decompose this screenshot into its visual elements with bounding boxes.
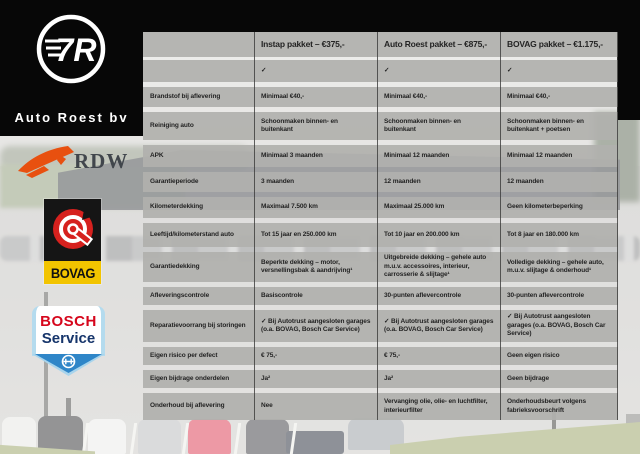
bovag-label: BOVAG — [50, 264, 95, 281]
row-value: 30-punten aflevercontrole — [500, 287, 618, 305]
grass-strip-left — [0, 441, 95, 454]
auto-roest-monogram-icon — [34, 12, 108, 86]
parking-line — [290, 423, 297, 454]
row-value: Schoonmaken binnen- en buitenkant — [254, 112, 377, 140]
row-value: Minimaal €40,- — [377, 87, 500, 107]
row-value: Minimaal 12 maanden — [377, 145, 500, 167]
row-value: ✓ — [254, 60, 377, 82]
row-value: Ja² — [254, 370, 377, 388]
grass-mound — [390, 422, 640, 454]
bosch-service-logo — [32, 306, 105, 384]
row-value: Schoonmaken binnen- en buitenkant + poetsen — [500, 112, 618, 140]
car-black-suv — [38, 416, 83, 451]
row-value: Minimaal €40,- — [500, 87, 618, 107]
row-value: Minimaal €40,- — [254, 87, 377, 107]
bovag-band — [44, 261, 101, 284]
column-header: Instap pakket – €375,- — [254, 32, 377, 57]
rdw-logo — [14, 143, 134, 185]
table-row — [143, 197, 618, 218]
table-row — [143, 172, 618, 192]
row-value: Geen bijdrage — [500, 370, 618, 388]
row-value: Tot 8 jaar en 180.000 km — [500, 223, 618, 247]
bosch-box — [32, 306, 105, 356]
header-empty-cell — [143, 32, 254, 57]
row-value: Minimaal 3 maanden — [254, 145, 377, 167]
row-value: Minimaal 12 maanden — [500, 145, 618, 167]
row-label: Reparatievoorrang bij storingen — [143, 310, 254, 342]
table-row — [143, 145, 618, 167]
row-value: ✓ Bij Autotrust aangesloten garages (o.a. BOVAG, Bosch Car Service) — [254, 310, 377, 342]
row-value: Tot 15 jaar en 250.000 km — [254, 223, 377, 247]
row-value: Nee — [254, 393, 377, 420]
row-label: Eigen bijdrage onderdelen — [143, 370, 254, 388]
row-value: € 75,- — [377, 347, 500, 365]
row-value: Maximaal 25.000 km — [377, 197, 500, 218]
svg-text:7R: 7R — [55, 32, 97, 68]
row-value: ✓ Bij Autotrust aangesloten garages (o.a. BOVAG, Bosch Car Service) — [500, 310, 618, 342]
row-label: Eigen risico per defect — [143, 347, 254, 365]
table-gridline — [617, 32, 618, 420]
pole-left — [66, 398, 71, 454]
table-row — [143, 347, 618, 365]
car-red — [188, 419, 231, 454]
row-value: Volledige dekking – gehele auto, m.u.v. slijtage & onderhoud¹ — [500, 252, 618, 282]
row-value: ✓ — [500, 60, 618, 82]
car-dark-gray — [246, 419, 289, 454]
van-gray — [348, 418, 404, 450]
parking-line — [82, 423, 89, 454]
right-black-band — [617, 0, 640, 120]
car-white-far-left — [2, 417, 36, 452]
company-name: Auto Roest bv — [14, 110, 129, 125]
table-row — [143, 87, 618, 107]
row-label — [143, 60, 254, 82]
table-row — [143, 60, 618, 82]
table-row — [143, 112, 618, 140]
table-row — [143, 310, 618, 342]
table-header-row — [143, 32, 618, 57]
table-row — [143, 370, 618, 388]
column-header: BOVAG pakket – €1.175,- — [500, 32, 618, 57]
row-label: Onderhoud bij aflevering — [143, 393, 254, 420]
row-value: Beperkte dekking – motor, versnellingsbak & aandrijving¹ — [254, 252, 377, 282]
auto-roest-logo — [0, 0, 143, 136]
table-row — [143, 252, 618, 282]
row-value: Tot 10 jaar en 200.000 km — [377, 223, 500, 247]
row-value: 12 maanden — [500, 172, 618, 192]
bosch-service-label: Service — [41, 330, 96, 347]
row-value: Uitgebreide dekking – gehele auto m.u.v. accessoires, interieur, carrosserie & slijtage¹ — [377, 252, 500, 282]
row-label: Leeftijd/kilometerstand auto — [143, 223, 254, 247]
row-value: ✓ Bij Autotrust aangesloten garages (o.a. BOVAG, Bosch Car Service) — [377, 310, 500, 342]
rdw-label: RDW — [74, 149, 129, 173]
bovag-emblem — [44, 199, 101, 261]
row-value: Basiscontrole — [254, 287, 377, 305]
row-value: Ja² — [377, 370, 500, 388]
parking-line — [182, 423, 189, 454]
bosch-chevron-icon — [32, 354, 105, 380]
wall-right — [626, 414, 640, 454]
row-value: ✓ — [377, 60, 500, 82]
rdw-wing-icon — [14, 143, 76, 183]
row-label: APK — [143, 145, 254, 167]
row-value: Vervanging olie, olie- en luchtfilter, interieurfilter — [377, 393, 500, 420]
table-gridline — [377, 32, 378, 420]
car-white — [88, 419, 126, 454]
row-label: Garantieperiode — [143, 172, 254, 192]
parking-line — [130, 423, 137, 454]
row-label: Brandstof bij aflevering — [143, 87, 254, 107]
row-value: € 75,- — [254, 347, 377, 365]
row-value: 12 maanden — [377, 172, 500, 192]
row-value: Maximaal 7.500 km — [254, 197, 377, 218]
row-label: Reiniging auto — [143, 112, 254, 140]
row-value: 30-punten aflevercontrole — [377, 287, 500, 305]
bosch-label: BOSCH — [40, 313, 97, 330]
row-label: Garantiedekking — [143, 252, 254, 282]
row-label: Kilometerdekking — [143, 197, 254, 218]
package-comparison-table — [143, 32, 618, 420]
row-value: Schoonmaken binnen- en buitenkant — [377, 112, 500, 140]
table-gridline — [500, 32, 501, 420]
bovag-logo — [44, 199, 101, 284]
table-row — [143, 223, 618, 247]
table-row — [143, 393, 618, 420]
table-row — [143, 287, 618, 305]
parking-line — [234, 423, 241, 454]
bovag-key-icon — [50, 207, 96, 253]
row-value: Geen eigen risico — [500, 347, 618, 365]
row-value: Geen kilometerbeperking — [500, 197, 618, 218]
row-value: 3 maanden — [254, 172, 377, 192]
car-silver — [138, 419, 181, 454]
row-label: Afleveringscontrole — [143, 287, 254, 305]
column-header: Auto Roest pakket – €875,- — [377, 32, 500, 57]
row-value: Onderhoudsbeurt volgens fabrieksvoorschrift — [500, 393, 618, 420]
trailer — [286, 431, 344, 454]
table-gridline — [254, 32, 255, 420]
